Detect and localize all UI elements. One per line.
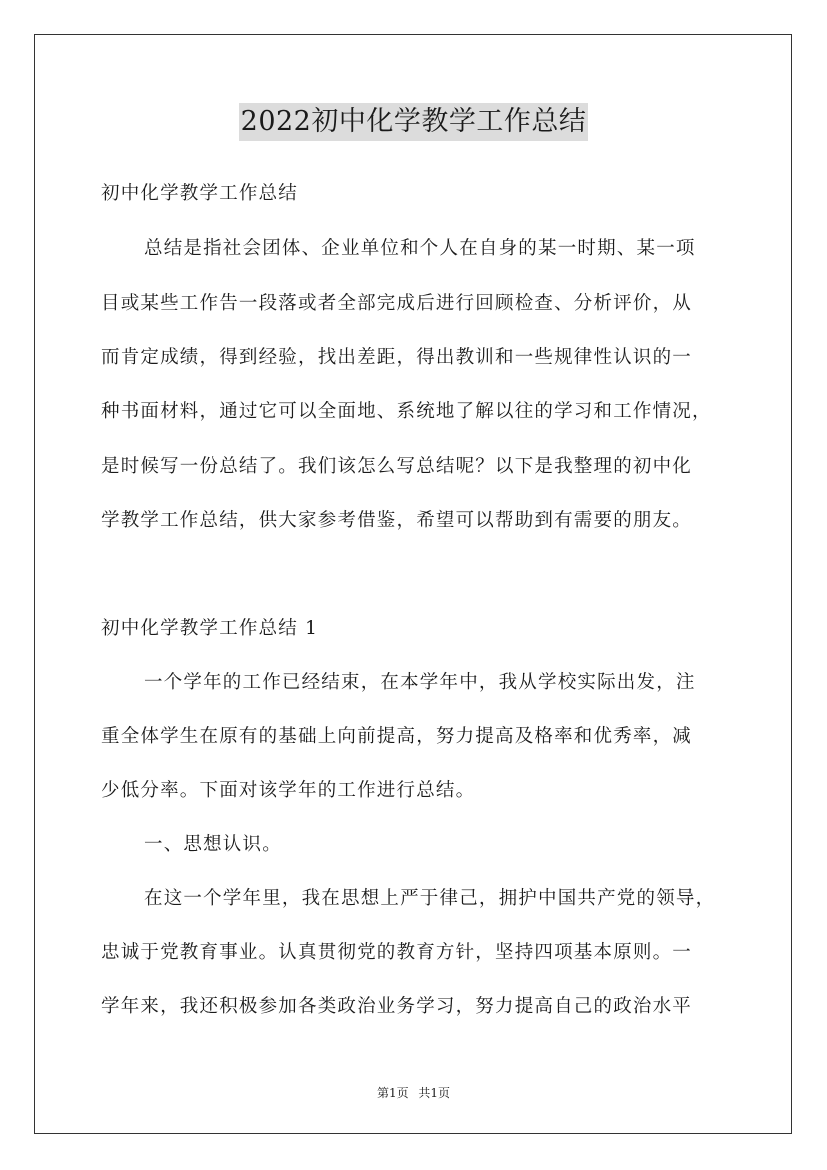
- page-number-current: 第1页: [376, 1086, 409, 1100]
- page-number-total: 共1页: [418, 1086, 451, 1100]
- document-title-container: [0, 103, 827, 141]
- section1-para1-line-3: 少低分率。下面对该学年的工作进行总结。: [101, 780, 476, 801]
- section1-para2-line-2: 忠诚于党教育事业。认真贯彻党的教育方针，坚持四项基本原则。一: [101, 942, 693, 963]
- intro-line-3: 而肯定成绩，得到经验，找出差距，得出教训和一些规律性认识的一: [101, 347, 693, 368]
- subheading-1: 一、思想认识。: [144, 834, 282, 855]
- page-footer: [0, 1085, 827, 1101]
- section1-para2-line-3: 学年来，我还积极参加各类政治业务学习，努力提高自己的政治水平: [101, 996, 693, 1017]
- document-subtitle: 初中化学教学工作总结: [101, 183, 299, 204]
- document-title: 2022初中化学教学工作总结: [239, 103, 589, 141]
- intro-line-1: 总结是指社会团体、企业单位和个人在自身的某一时期、某一项: [144, 238, 696, 259]
- intro-line-5: 是时候写一份总结了。我们该怎么写总结呢？以下是我整理的初中化: [101, 456, 693, 477]
- section1-para2-line-1: 在这一个学年里，我在思想上严于律己，拥护中国共产党的领导，: [144, 888, 716, 909]
- intro-line-2: 目或某些工作告一段落或者全部完成后进行回顾检查、分析评价，从: [101, 293, 693, 314]
- section1-para1-line-1: 一个学年的工作已经结束，在本学年中，我从学校实际出发，注: [144, 672, 696, 693]
- intro-line-4: 种书面材料，通过它可以全面地、系统地了解以往的学习和工作情况，: [101, 401, 712, 422]
- section1-para1-line-2: 重全体学生在原有的基础上向前提高，努力提高及格率和优秀率，减: [101, 726, 693, 747]
- section1-heading: 初中化学教学工作总结 1: [101, 618, 319, 639]
- intro-line-6: 学教学工作总结，供大家参考借鉴，希望可以帮助到有需要的朋友。: [101, 510, 693, 531]
